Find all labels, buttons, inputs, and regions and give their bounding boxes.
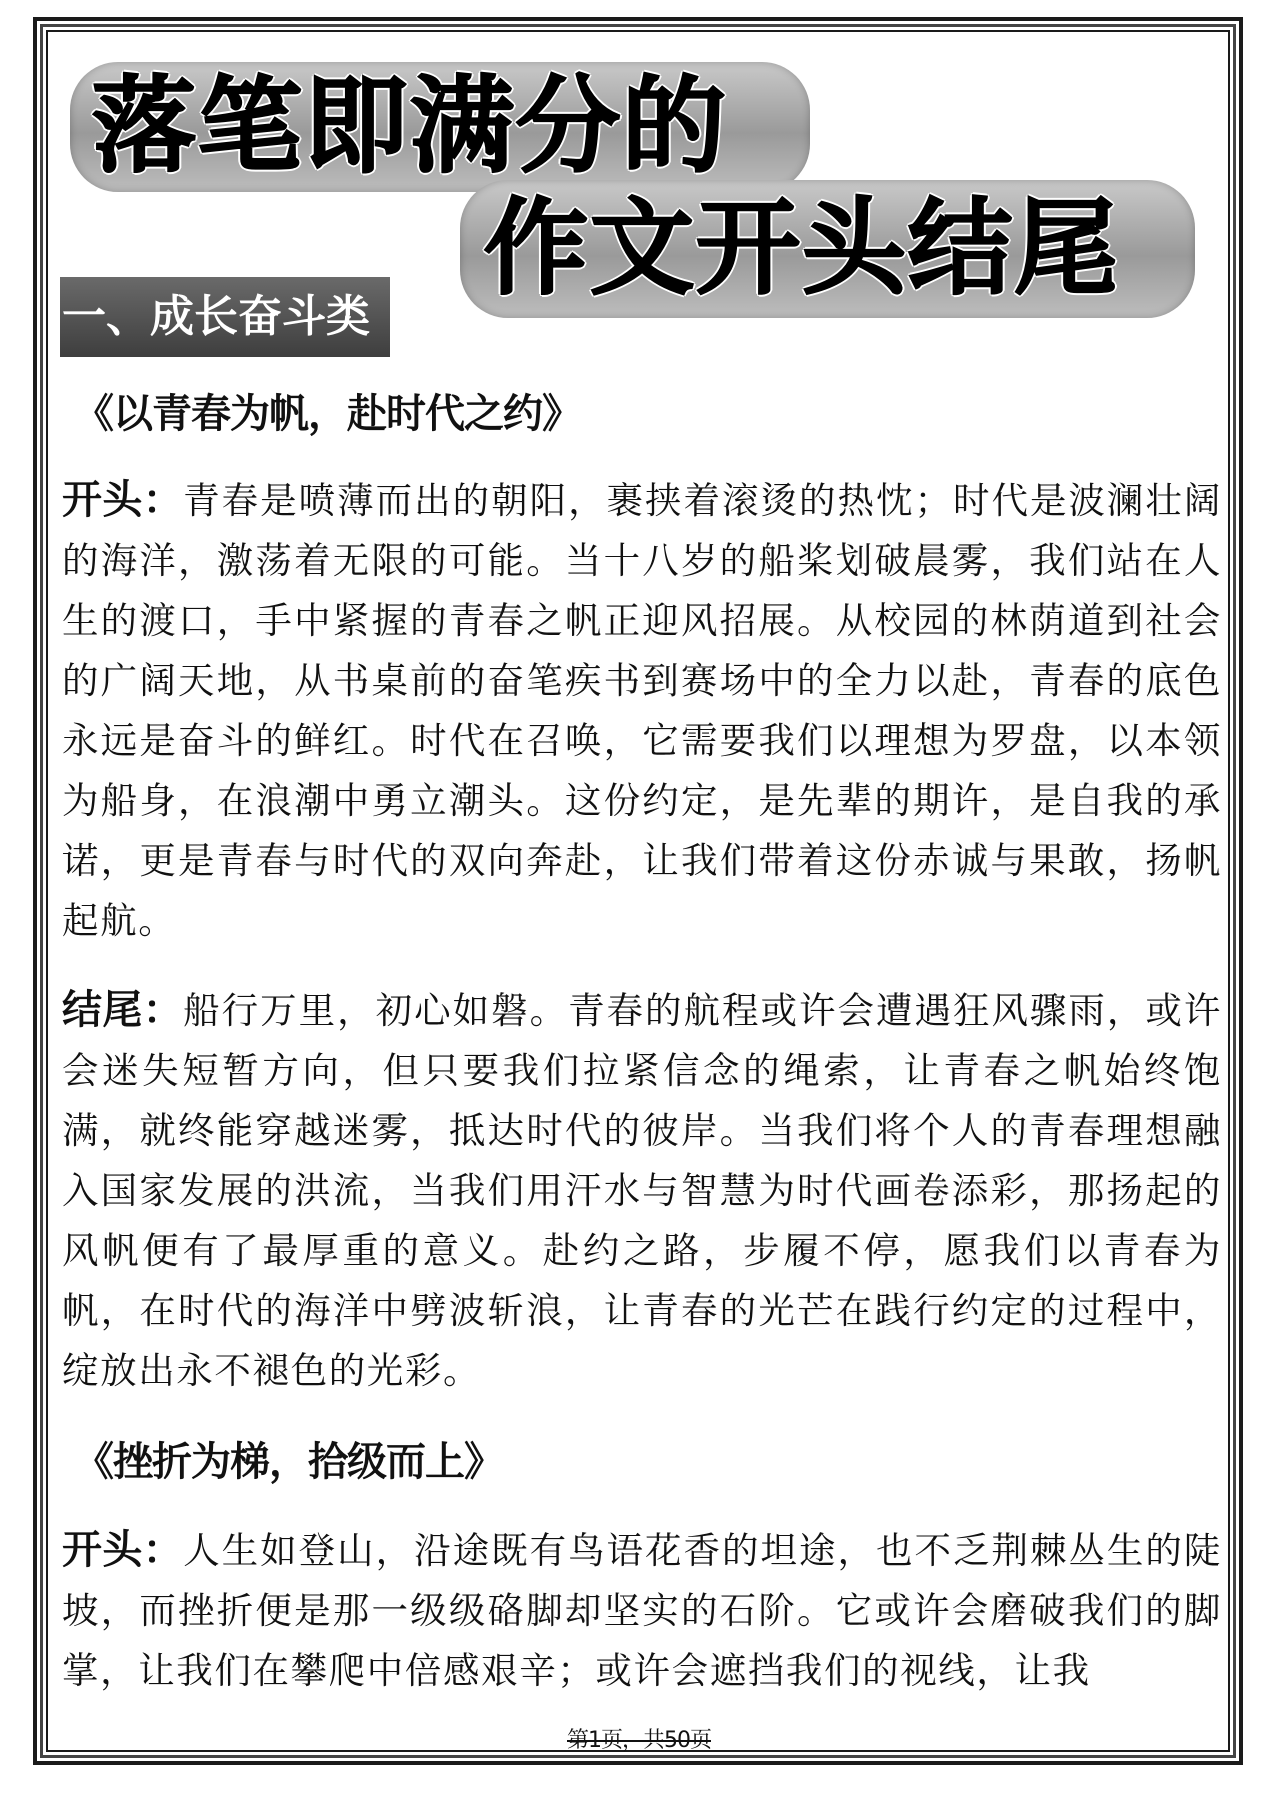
essay-2-opening [62,1520,1222,1701]
ending-label: 结尾： [62,987,184,1033]
essay-title-2: 《挫折为梯，拾级而上》 [74,1439,503,1485]
page-title-line-1: 落笔即满分的 [92,65,729,187]
page-indicator: 第1页，共50页 [567,1728,711,1753]
page-title-line-2: 作文开头结尾 [484,187,1121,309]
section-heading: 一、成长奋斗类 [60,277,390,357]
opening-text: 人生如登山，沿途既有鸟语花香的坦途，也不乏荆棘丛生的陡坡，而挫折便是那一级级硌脚却坚实的石阶。它或许会磨破我们的脚掌，让我们在攀爬中倍感艰辛；或许会遮挡我们的视线，让我 [62,1529,1222,1692]
essay-1-ending [62,980,1222,1401]
opening-label: 开头： [62,477,184,523]
opening-text: 青春是喷薄而出的朝阳，裹挟着滚烫的热忱；时代是波澜壮阔的海洋，激荡着无限的可能。当十八岁的船桨划破晨雾，我们站在人生的渡口，手中紧握的青春之帆正迎风招展。从校园的林荫道到社会的广阔天地，从书桌前的奋笔疾书到赛场中的全力以赴，青春的底色永远是奋斗的鲜红。时代在召唤，它需要我们以理想为罗盘，以本领为船身，在浪潮中勇立潮头。这份约定，是先辈的期许，是自我的承诺，更是青春与时代的双向奔赴，让我们带着这份赤诚与果敢，扬帆起航。 [62,479,1222,942]
essay-title-1: 《以青春为帆，赴时代之约》 [74,391,581,437]
essay-1-opening [62,470,1222,951]
opening-label: 开头： [62,1527,184,1573]
ending-text: 船行万里，初心如磐。青春的航程或许会遭遇狂风骤雨，或许会迷失短暂方向，但只要我们拉紧信念的绳索，让青春之帆始终饱满，就终能穿越迷雾，抵达时代的彼岸。当我们将个人的青春理想融入国家发展的洪流，当我们用汗水与智慧为时代画卷添彩，那扬起的风帆便有了最厚重的意义。赴约之路，步履不停，愿我们以青春为帆，在时代的海洋中劈波斩浪，让青春的光芒在践行约定的过程中，绽放出永不褪色的光彩。 [62,989,1222,1392]
